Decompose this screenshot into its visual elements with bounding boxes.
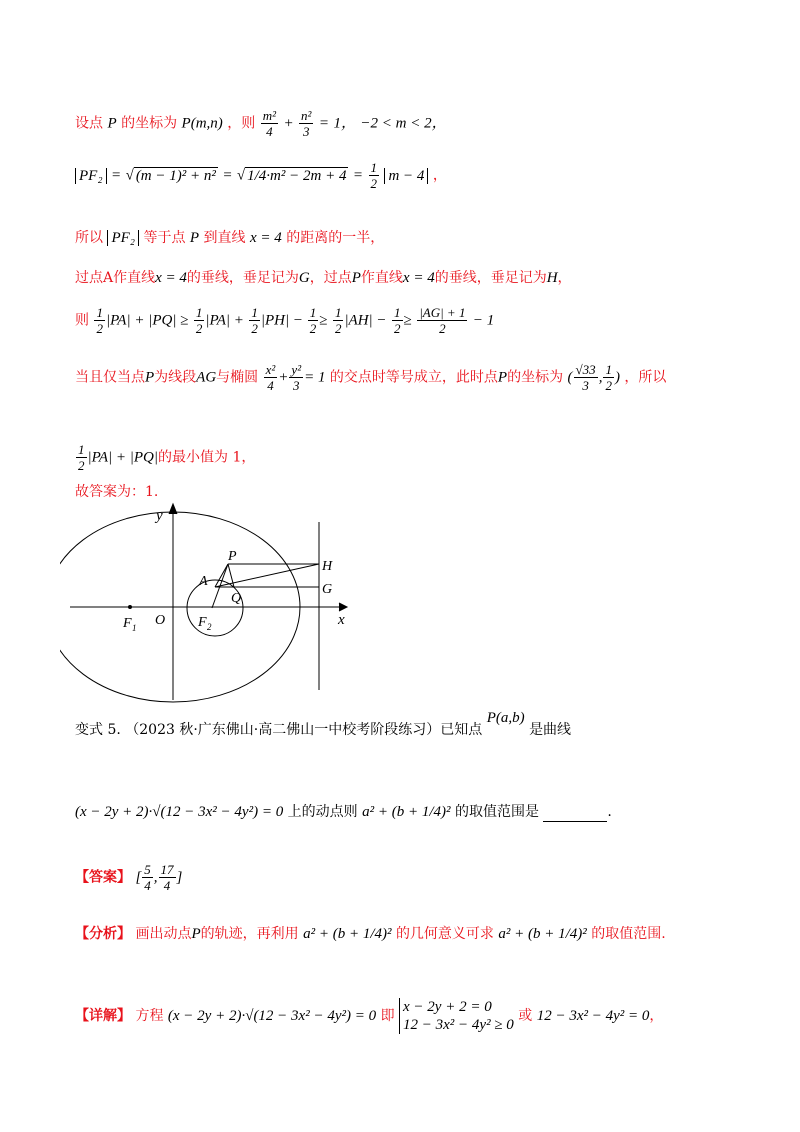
expr: |PH| − [260,312,307,329]
fraction: $\frac{\text{m²}}{4}$ [262,108,276,139]
text: 或 [518,1008,533,1024]
expression: a² + (b + 1/4)² [362,804,451,820]
fraction: $\frac{|AG| + 1}{2}$ [419,305,466,336]
expr: |PA| + [205,312,244,329]
detail-line [75,998,663,1034]
problem-line-2 [75,802,612,822]
label-y: y [156,508,163,524]
fraction: $\frac{1}{2}$ [370,160,377,191]
point-label: P [351,270,361,286]
point-label: H [546,270,558,286]
expr: 1 [486,312,495,329]
fraction: $\frac{5}{4}$ [144,862,151,893]
problem-source: （2023 秋·广东佛山·高二佛山一中校考阶段练习）已知点 [125,722,483,738]
segment-label: AG [196,369,217,386]
fraction: $\frac{\text{x²}}{4}$ [265,362,276,393]
small-circle [187,580,243,636]
text: 所以 [75,230,103,246]
point-label: A [103,270,114,286]
text: 方程 [135,1008,164,1024]
text: 为线段 [154,369,197,386]
point-label: P [189,230,200,246]
point-label: P [497,369,508,386]
text: 与椭圆 [216,369,259,386]
text: 作直线 [113,270,156,286]
text: 的最小值为 1， [158,449,256,466]
text: ，过点 [309,270,352,286]
text: 1， [333,115,356,132]
point-label: P [107,115,117,132]
fraction: $\frac{1}{2}$ [605,362,612,393]
expr: |PA| + |PQ| [87,449,159,466]
curve-equation: (x − 2y + 2)·√(12 − 3x² − 4y²) = 0 [75,804,284,820]
text: 的距离的一半， [286,230,385,246]
sqrt-expr: (m − 1)² + n² [135,167,216,184]
text: ， [557,270,572,286]
text: 的几何意义可求 [395,926,494,942]
label-f1: F [123,616,132,631]
answer-line: 【答案】 [ $\frac{5}{4}$ , $\frac{17}{4}$ ] [75,862,183,893]
text: . [607,804,612,820]
fraction: $\frac{√33}{3}$ [575,362,596,393]
expression: a² + (b + 1/4)² [303,926,392,942]
label-h: H [322,559,333,574]
label-f1-sub: 1 [132,623,137,633]
detail-tag: 【详解】 [75,1008,131,1024]
sqrt-expr: 1/4·m² − 2m + 4 [247,167,347,184]
problem-line-1 [75,710,572,740]
text: 的垂线，垂足记为 [186,270,299,286]
expr: |PA| + |PQ| ≥ [105,312,189,329]
answer-tag: 【答案】 [75,869,131,886]
text: 上的动点则 [287,804,358,820]
point-label: P [191,926,201,942]
label-p: P [228,549,237,564]
text: 画出动点 [135,926,192,942]
expr: |AH| − [344,312,387,329]
text: 的取值范围. [591,926,666,942]
ellipse-figure [60,500,360,710]
solution-line-4 [75,268,572,288]
analysis-line [75,924,666,944]
label-f2-sub: 2 [207,622,212,632]
equation: 12 − 3x² − 4y² = 0 [536,1008,650,1024]
solution-line-8: 故答案为：1. [75,484,159,500]
text: 的取值范围是 [454,804,539,820]
solution-line-6: 当且仅当点P为线段AG与椭圆 $\frac{\text{x²}}{4}$ + $\frac{\text{y²}}{3}$ = 1 的交点时等号成立，此时点P的坐标为 ( $\frac{√33}{3}$ , $\frac{1}{2}$ ) ，所以 [75,362,667,393]
label-f2: F [198,615,207,630]
abs-pf2: PF₂ [107,230,139,246]
solution-line-1: 设点 P 的坐标为 P(m,n) ，则 $\frac{\text{m²}}{4}$ + $\frac{\text{n²}}{3}$ = 1， −2 < m < 2， [75,108,447,139]
text: 当且仅当点 [75,369,145,386]
solution-line-2: PF₂ = √ (m − 1)² + n² = √ 1/4·m² − 2m + 4 = $\frac{1}{2}$ m − 4 ， [75,160,447,191]
range: −2 < m < 2， [360,115,447,132]
fraction: $\frac{17}{4}$ [160,862,174,893]
text: 的轨迹，再利用 [200,926,299,942]
text: 的坐标为 [507,369,564,386]
text: 的坐标为 [121,115,178,132]
segment-pf2 [212,564,228,608]
text: 过点 [75,270,103,286]
text: ，则 [227,115,256,132]
text: ， [649,1008,664,1024]
solution-line-3 [75,228,384,248]
point-coord: P(a,b) [486,710,525,726]
text: 即 [380,1008,395,1024]
label-a: A [199,574,208,589]
expression: a² + (b + 1/4)² [498,926,587,942]
label-g: G [322,582,333,597]
system-eq-2: 12 − 3x² − 4y² ≥ 0 [403,1017,514,1033]
solution-line-5: 则 $\frac{1}{2}$ |PA| + |PQ| ≥ $\frac{1}{2}$ |PA| + $\frac{1}{2}$ |PH| − $\frac{1}{2}$ ≥ $\frac{1}{2}$ |AH| − $\frac{1}{2}$ ≥ $\frac{|AG| + 1}{2}$ − 1 [75,305,495,336]
fraction: $\frac{\text{n²}}{3}$ [301,108,312,139]
point-label: G [298,270,310,286]
problem-title: 变式 5. [75,722,121,738]
fraction: $\frac{1}{2}$ [78,442,85,473]
text: 则 [75,312,89,329]
line-eq: x = 4 [249,230,282,246]
abs-expr: m − 4 [384,168,428,184]
expr: = 1 [304,369,326,386]
fraction: $\frac{\text{y²}}{3}$ [291,362,302,393]
y-arrow [169,504,177,514]
label-x: x [338,612,345,628]
focus-f1 [128,605,132,609]
abs-pf2: PF₂ [75,168,107,184]
x-arrow [339,603,347,611]
label-q: Q [231,591,242,606]
solution-line-7 [75,442,255,473]
label-o: O [155,613,166,628]
text: 的垂线，垂足记为 [434,270,547,286]
text: 到直线 [203,230,246,246]
expr: ≥ [403,312,412,329]
coord: P(m,n) [181,115,223,132]
expr: − [472,312,487,329]
text: 设点 [75,115,103,132]
text: 的交点时等号成立，此时点 [329,369,498,386]
analysis-tag: 【分析】 [75,926,131,942]
text: 是曲线 [529,722,572,738]
segment-pa [215,564,228,587]
text: 等于点 [143,230,186,246]
text: ， [432,167,447,184]
line-eq: x = 4 [402,270,435,286]
text: 作直线 [360,270,403,286]
answer-blank [543,807,607,822]
system-eq-1: x − 2y + 2 = 0 [403,999,492,1015]
line-eq: x = 4 [155,270,187,286]
point-label: P [145,369,155,386]
expr: ≥ [319,312,328,329]
text: ，所以 [624,369,667,386]
equation: (x − 2y + 2)·√(12 − 3x² − 4y²) = 0 [167,1008,377,1024]
